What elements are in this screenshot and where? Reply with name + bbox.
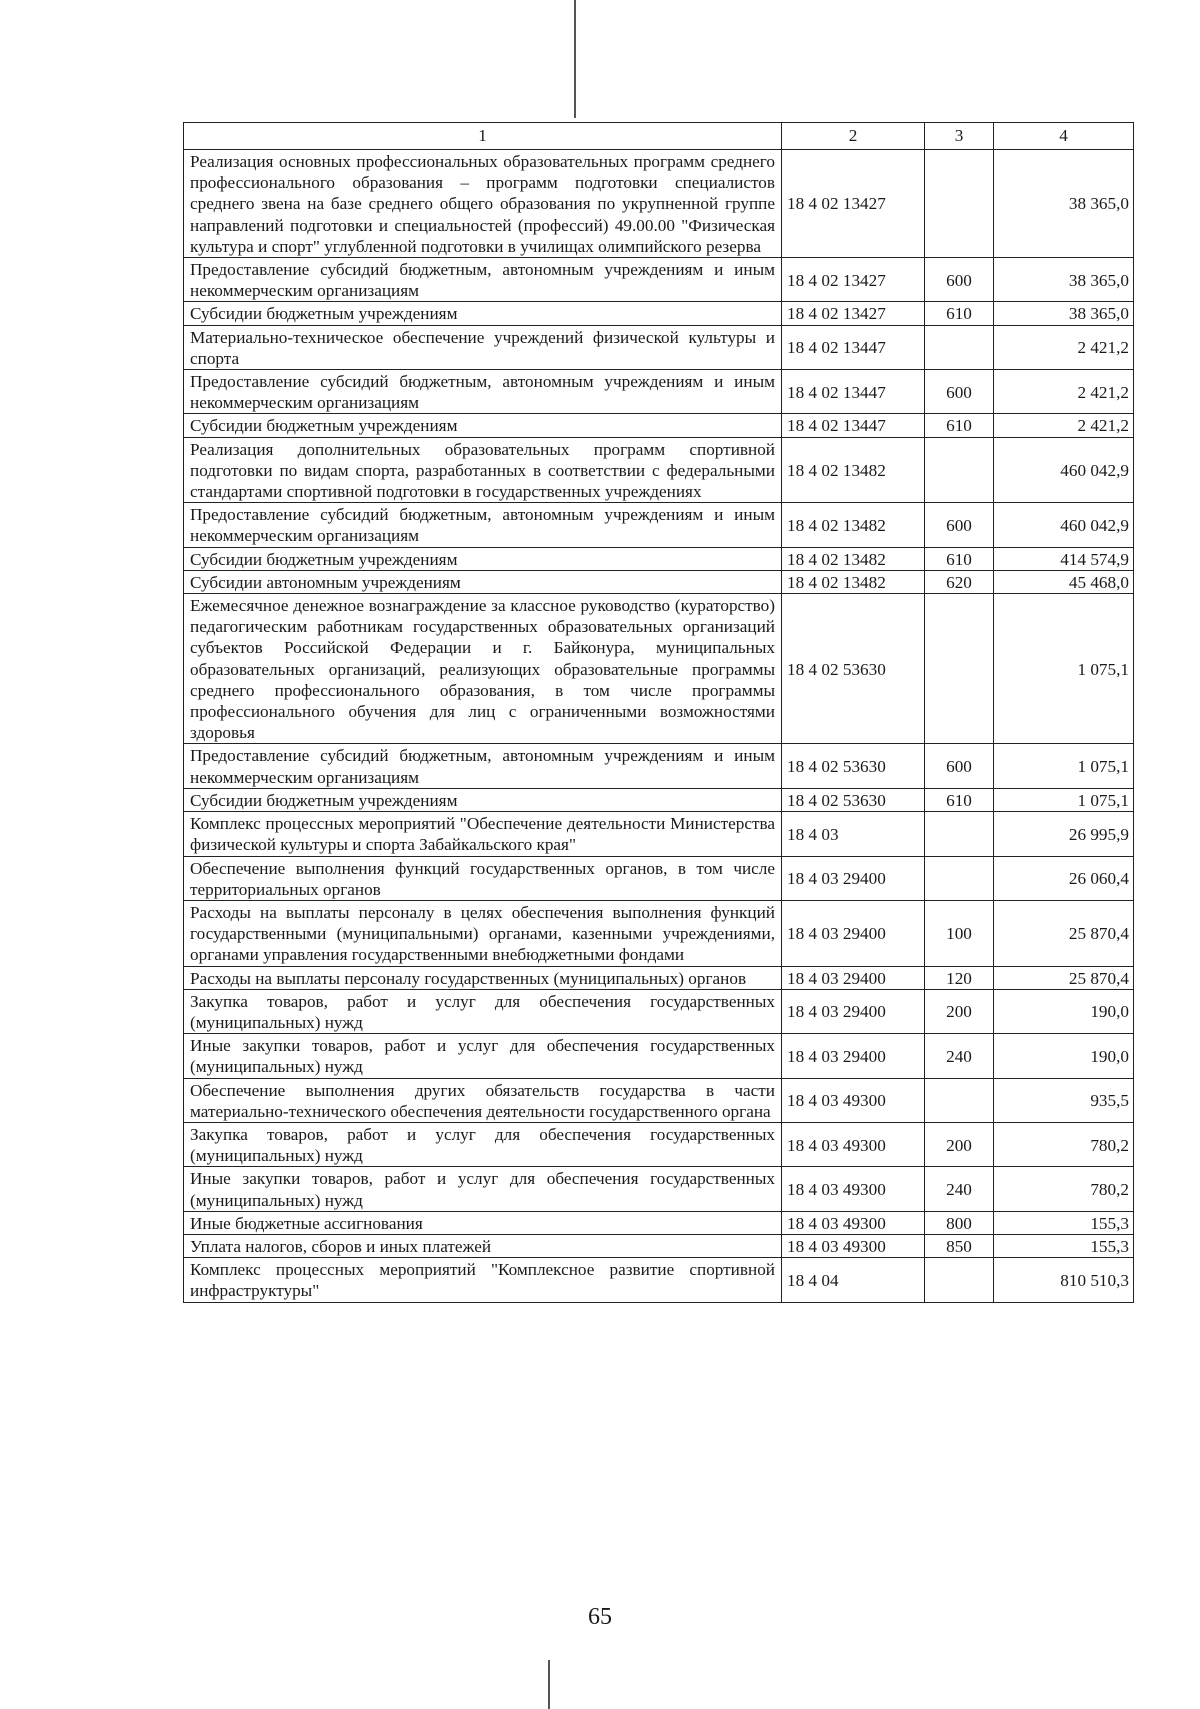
row-type-cell <box>925 437 994 503</box>
row-type-cell: 800 <box>925 1211 994 1234</box>
table-row <box>184 503 1134 547</box>
row-code-cell: 18 4 02 13482 <box>782 547 925 570</box>
table-row <box>184 900 1134 966</box>
row-type-cell: 600 <box>925 503 994 547</box>
row-code-cell: 18 4 03 29400 <box>782 900 925 966</box>
row-code-cell: 18 4 02 53630 <box>782 744 925 788</box>
row-name-cell: Комплекс процессных мероприятий "Обеспечение деятельности Министерства физической культуры и спорта Забайкальского края" <box>184 812 782 856</box>
table-row <box>184 570 1134 593</box>
page-number: 65 <box>588 1604 612 1630</box>
table-row <box>184 150 1134 258</box>
table-row <box>184 788 1134 811</box>
row-amount-cell: 38 365,0 <box>994 150 1134 258</box>
row-name-cell: Закупка товаров, работ и услуг для обеспечения государственных (муниципальных) нужд <box>184 1122 782 1166</box>
table-row <box>184 1234 1134 1257</box>
row-type-cell <box>925 856 994 900</box>
row-code-cell: 18 4 02 53630 <box>782 594 925 744</box>
table-row <box>184 258 1134 302</box>
row-code-cell: 18 4 02 13447 <box>782 414 925 437</box>
table-row <box>184 1078 1134 1122</box>
row-type-cell: 610 <box>925 547 994 570</box>
row-type-cell <box>925 325 994 369</box>
row-type-cell: 200 <box>925 989 994 1033</box>
row-type-cell <box>925 1258 994 1302</box>
table-row <box>184 1034 1134 1078</box>
budget-table <box>183 122 1134 1303</box>
row-type-cell: 240 <box>925 1034 994 1078</box>
row-amount-cell: 460 042,9 <box>994 437 1134 503</box>
row-code-cell: 18 4 04 <box>782 1258 925 1302</box>
table-row <box>184 812 1134 856</box>
row-code-cell: 18 4 03 49300 <box>782 1211 925 1234</box>
row-type-cell: 120 <box>925 966 994 989</box>
row-amount-cell: 780,2 <box>994 1167 1134 1211</box>
row-amount-cell: 26 995,9 <box>994 812 1134 856</box>
row-code-cell: 18 4 03 29400 <box>782 1034 925 1078</box>
row-code-cell: 18 4 02 13447 <box>782 370 925 414</box>
row-name-cell: Расходы на выплаты персоналу в целях обеспечения выполнения функций государственными (муниципальными) органами, казенными учреждениями, органами управления государственными внебюджетными фондами <box>184 900 782 966</box>
table-row <box>184 594 1134 744</box>
row-name-cell: Субсидии автономным учреждениям <box>184 570 782 593</box>
row-code-cell: 18 4 02 13427 <box>782 150 925 258</box>
row-name-cell: Реализация основных профессиональных образовательных программ среднего профессионального образования – программ подготовки специалистов среднего звена на базе среднего общего образования по укрупненной группе направлений подготовки и специальностей (профессий) 49.00.00 "Физическая культура и спорт" углубленной подготовки в училищах олимпийского резерва <box>184 150 782 258</box>
table-body <box>184 150 1134 1303</box>
header-col-4: 4 <box>994 123 1134 150</box>
row-name-cell: Иные бюджетные ассигнования <box>184 1211 782 1234</box>
row-code-cell: 18 4 03 49300 <box>782 1234 925 1257</box>
table-row <box>184 1122 1134 1166</box>
row-code-cell: 18 4 03 <box>782 812 925 856</box>
row-amount-cell: 2 421,2 <box>994 370 1134 414</box>
table-row <box>184 989 1134 1033</box>
row-amount-cell: 38 365,0 <box>994 258 1134 302</box>
table-row <box>184 1211 1134 1234</box>
table-row <box>184 1258 1134 1302</box>
row-type-cell <box>925 1078 994 1122</box>
table-row <box>184 302 1134 325</box>
row-name-cell: Субсидии бюджетным учреждениям <box>184 547 782 570</box>
row-name-cell: Субсидии бюджетным учреждениям <box>184 788 782 811</box>
row-name-cell: Уплата налогов, сборов и иных платежей <box>184 1234 782 1257</box>
row-amount-cell: 25 870,4 <box>994 900 1134 966</box>
row-type-cell: 850 <box>925 1234 994 1257</box>
row-amount-cell: 45 468,0 <box>994 570 1134 593</box>
row-name-cell: Реализация дополнительных образовательных программ спортивной подготовки по видам спорта, разработанных в соответствии с федеральными стандартами спортивной подготовки в государственных учреждениях <box>184 437 782 503</box>
table-header-row <box>184 123 1134 150</box>
row-amount-cell: 190,0 <box>994 1034 1134 1078</box>
row-amount-cell: 38 365,0 <box>994 302 1134 325</box>
row-type-cell: 200 <box>925 1122 994 1166</box>
row-amount-cell: 414 574,9 <box>994 547 1134 570</box>
row-name-cell: Иные закупки товаров, работ и услуг для обеспечения государственных (муниципальных) нужд <box>184 1167 782 1211</box>
row-code-cell: 18 4 02 13482 <box>782 437 925 503</box>
row-type-cell <box>925 594 994 744</box>
row-type-cell: 610 <box>925 414 994 437</box>
row-code-cell: 18 4 02 13447 <box>782 325 925 369</box>
row-code-cell: 18 4 02 53630 <box>782 788 925 811</box>
table-row <box>184 414 1134 437</box>
row-name-cell: Ежемесячное денежное вознаграждение за классное руководство (кураторство) педагогическим работникам государственных образовательных организаций субъектов Российской Федерации и г. Байконура, муниципальных образовательных организаций, реализующих образовательные программы среднего профессионального образования, в том числе программы профессионального обучения для лиц с ограниченными возможностями здоровья <box>184 594 782 744</box>
row-type-cell: 600 <box>925 258 994 302</box>
table-row <box>184 437 1134 503</box>
row-code-cell: 18 4 03 29400 <box>782 989 925 1033</box>
row-name-cell: Расходы на выплаты персоналу государственных (муниципальных) органов <box>184 966 782 989</box>
row-name-cell: Иные закупки товаров, работ и услуг для обеспечения государственных (муниципальных) нужд <box>184 1034 782 1078</box>
row-amount-cell: 460 042,9 <box>994 503 1134 547</box>
row-amount-cell: 25 870,4 <box>994 966 1134 989</box>
row-code-cell: 18 4 03 29400 <box>782 856 925 900</box>
row-name-cell: Материально-техническое обеспечение учреждений физической культуры и спорта <box>184 325 782 369</box>
row-amount-cell: 26 060,4 <box>994 856 1134 900</box>
row-name-cell: Предоставление субсидий бюджетным, автономным учреждениям и иным некоммерческим организациям <box>184 744 782 788</box>
row-amount-cell: 1 075,1 <box>994 744 1134 788</box>
row-name-cell: Обеспечение выполнения функций государственных органов, в том числе территориальных органов <box>184 856 782 900</box>
row-code-cell: 18 4 02 13482 <box>782 570 925 593</box>
row-amount-cell: 935,5 <box>994 1078 1134 1122</box>
row-type-cell: 620 <box>925 570 994 593</box>
row-type-cell: 610 <box>925 788 994 811</box>
row-amount-cell: 780,2 <box>994 1122 1134 1166</box>
row-code-cell: 18 4 03 49300 <box>782 1122 925 1166</box>
row-type-cell: 100 <box>925 900 994 966</box>
row-type-cell: 610 <box>925 302 994 325</box>
table-row <box>184 856 1134 900</box>
row-name-cell: Обеспечение выполнения других обязательств государства в части материально-технического обеспечения деятельности государственного органа <box>184 1078 782 1122</box>
row-type-cell: 600 <box>925 744 994 788</box>
row-amount-cell: 2 421,2 <box>994 325 1134 369</box>
row-amount-cell: 1 075,1 <box>994 594 1134 744</box>
header-col-1: 1 <box>184 123 782 150</box>
table-row <box>184 744 1134 788</box>
row-name-cell: Предоставление субсидий бюджетным, автономным учреждениям и иным некоммерческим организациям <box>184 503 782 547</box>
row-amount-cell: 2 421,2 <box>994 414 1134 437</box>
header-col-3: 3 <box>925 123 994 150</box>
row-name-cell: Субсидии бюджетным учреждениям <box>184 414 782 437</box>
table-row <box>184 1167 1134 1211</box>
header-col-2: 2 <box>782 123 925 150</box>
row-type-cell <box>925 812 994 856</box>
row-code-cell: 18 4 02 13482 <box>782 503 925 547</box>
row-amount-cell: 155,3 <box>994 1234 1134 1257</box>
table-row <box>184 370 1134 414</box>
row-code-cell: 18 4 03 49300 <box>782 1167 925 1211</box>
row-name-cell: Закупка товаров, работ и услуг для обеспечения государственных (муниципальных) нужд <box>184 989 782 1033</box>
row-type-cell <box>925 150 994 258</box>
row-code-cell: 18 4 02 13427 <box>782 302 925 325</box>
table-row <box>184 547 1134 570</box>
row-type-cell: 240 <box>925 1167 994 1211</box>
row-amount-cell: 190,0 <box>994 989 1134 1033</box>
row-amount-cell: 1 075,1 <box>994 788 1134 811</box>
row-code-cell: 18 4 02 13427 <box>782 258 925 302</box>
row-name-cell: Предоставление субсидий бюджетным, автономным учреждениям и иным некоммерческим организациям <box>184 258 782 302</box>
row-amount-cell: 810 510,3 <box>994 1258 1134 1302</box>
table-row <box>184 325 1134 369</box>
row-code-cell: 18 4 03 29400 <box>782 966 925 989</box>
row-name-cell: Предоставление субсидий бюджетным, автономным учреждениям и иным некоммерческим организациям <box>184 370 782 414</box>
row-type-cell: 600 <box>925 370 994 414</box>
row-amount-cell: 155,3 <box>994 1211 1134 1234</box>
row-name-cell: Субсидии бюджетным учреждениям <box>184 302 782 325</box>
row-name-cell: Комплекс процессных мероприятий "Комплексное развитие спортивной инфраструктуры" <box>184 1258 782 1302</box>
table-row <box>184 966 1134 989</box>
row-code-cell: 18 4 03 49300 <box>782 1078 925 1122</box>
